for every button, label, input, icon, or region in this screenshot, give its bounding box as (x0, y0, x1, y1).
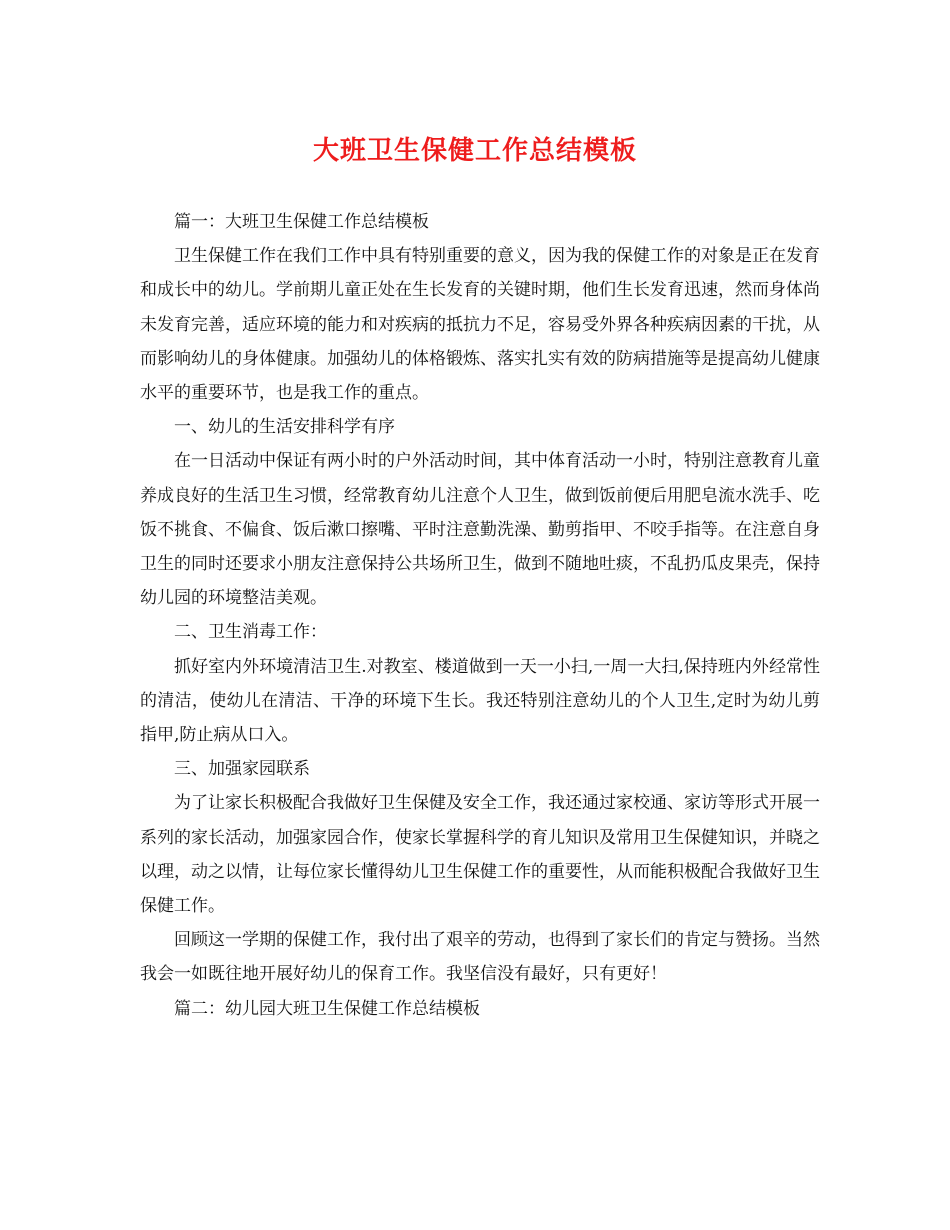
intro-paragraph: 卫生保健工作在我们工作中具有特别重要的意义，因为我的保健工作的对象是正在发育和成长中的幼儿。学前期儿童正处在生长发育的关键时期，他们生长发育迅速，然而身体尚未发育完善，适应环境的能力和对疾病的抵抗力不足，容易受外界各种疾病因素的干扰，从而影响幼儿的身体健康。加强幼儿的体格锻炼、落实扎实有效的防病措施等是提高幼儿健康水平的重要环节，也是我工作的重点。 (140, 246, 820, 404)
section-heading-daily-routine: 一、幼儿的生活安排科学有序 (174, 417, 395, 438)
disinfection-paragraph: 抓好室内外环境清洁卫生.对教室、楼道做到一天一小扫,一周一大扫,保持班内外经常性的清洁，使幼儿在清洁、干净的环境下生长。我还特别注意幼儿的个人卫生,定时为幼儿剪指甲,防止病从口入。 (140, 656, 820, 746)
daily-routine-paragraph: 在一日活动中保证有两小时的户外活动时间，其中体育活动一小时，特别注意教育儿童养成良好的生活卫生习惯，经常教育幼儿注意个人卫生，做到饭前便后用肥皂流水洗手、吃饭不挑食、不偏食、饭后漱口擦嘴、平时注意勤洗澡、勤剪指甲、不咬手指等。在注意自身卫生的同时还要求小朋友注意保持公共场所卫生，做到不随地吐痰，不乱扔瓜皮果壳，保持幼儿园的环境整洁美观。 (140, 451, 820, 609)
document-body (140, 205, 820, 1026)
section-heading-home-school: 三、加强家园联系 (174, 759, 310, 780)
section-heading-part-one: 篇一：大班卫生保健工作总结模板 (174, 212, 429, 232)
home-school-paragraph: 为了让家长积极配合我做好卫生保健及安全工作，我还通过家校通、家访等形式开展一系列的家长活动，加强家园合作，使家长掌握科学的育儿知识及常用卫生保健知识，并晓之以理，动之以情，让每位家长懂得幼儿卫生保健工作的重要性，从而能积极配合我做好卫生保健工作。 (140, 793, 820, 917)
section-heading-part-two: 篇二：幼儿园大班卫生保健工作总结模板 (174, 998, 480, 1019)
review-paragraph: 回顾这一学期的保健工作，我付出了艰辛的劳动，也得到了家长们的肯定与赞扬。当然我会一如既往地开展好幼儿的保育工作。我坚信没有最好，只有更好！ (140, 930, 820, 985)
section-heading-disinfection: 二、卫生消毒工作： (174, 622, 327, 643)
document-title: 大班卫生保健工作总结模板 (312, 136, 637, 166)
